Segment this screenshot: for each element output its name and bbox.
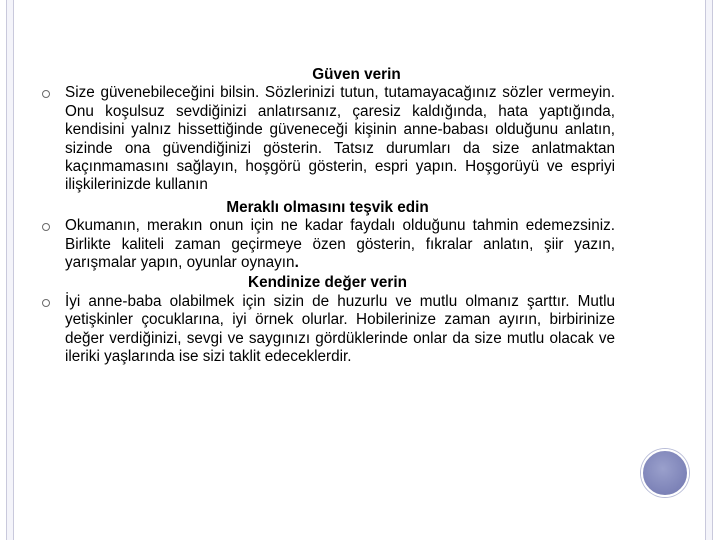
bullet-text-merak-end: . [294, 254, 299, 272]
heading-guven-verin: Güven verin [312, 66, 401, 83]
bullet-icon [42, 299, 50, 307]
bullet-icon [42, 223, 50, 231]
decorative-circle-icon [641, 449, 689, 497]
bullet-item-merak [40, 217, 615, 272]
left-border-decoration [6, 0, 14, 540]
right-border-decoration [705, 0, 713, 540]
bullet-text-deger: İyi anne-baba olabilmek için sizin de huzurlu ve mutlu olmanız şarttır. Mutlu yetişkinler çocuklarına, iyi örnek olurlar. Hobilerinize zaman ayırın, birbirinize değer verdiğinizi, sevgi ve saygınızı gördüklerinde onlar da size mutlu olacak ve ileriki yaşlarında ise sizi taklit edeceklerdir. [65, 292, 615, 366]
bullet-item-deger [40, 293, 615, 367]
bullet-icon [42, 90, 50, 98]
bullet-text-merak: Okumanın, merakın onun için ne kadar faydalı olduğunu tahmin edemezsiniz. Birlikte kaliteli zaman geçirmeye özen gösterin, fıkralar anlatın, şiir yazın, yarışmalar yapın, oyunlar oynayın [65, 217, 615, 272]
bullet-item-guven [40, 84, 615, 194]
slide-content [40, 66, 615, 367]
heading-merakli-olmasini: Meraklı olmasını teşvik edin [226, 198, 429, 216]
bullet-text-guven: Size güvenebileceğini bilsin. Sözlerinizi tutun, tutamayacağınız sözler vermeyin. Onu koşulsuz sevdiğinizi anlatırsanız, çaresiz kaldığında, hata yaptığında, kendisini yalnız hissettiğinde güveneceği kişinin anne-babası olduğunu anlatın, sizinde ona güvendiğinizi gösterin. Tatsız durumları da size anlatmaktan kaçınmamasını sağlayın, hoşgörü gösterin, espri yapın. Hoşgorüyü ve espriyi ilişkilerinizde kullanın [65, 84, 615, 194]
heading-kendinize-deger: Kendinize değer verin [248, 274, 407, 292]
